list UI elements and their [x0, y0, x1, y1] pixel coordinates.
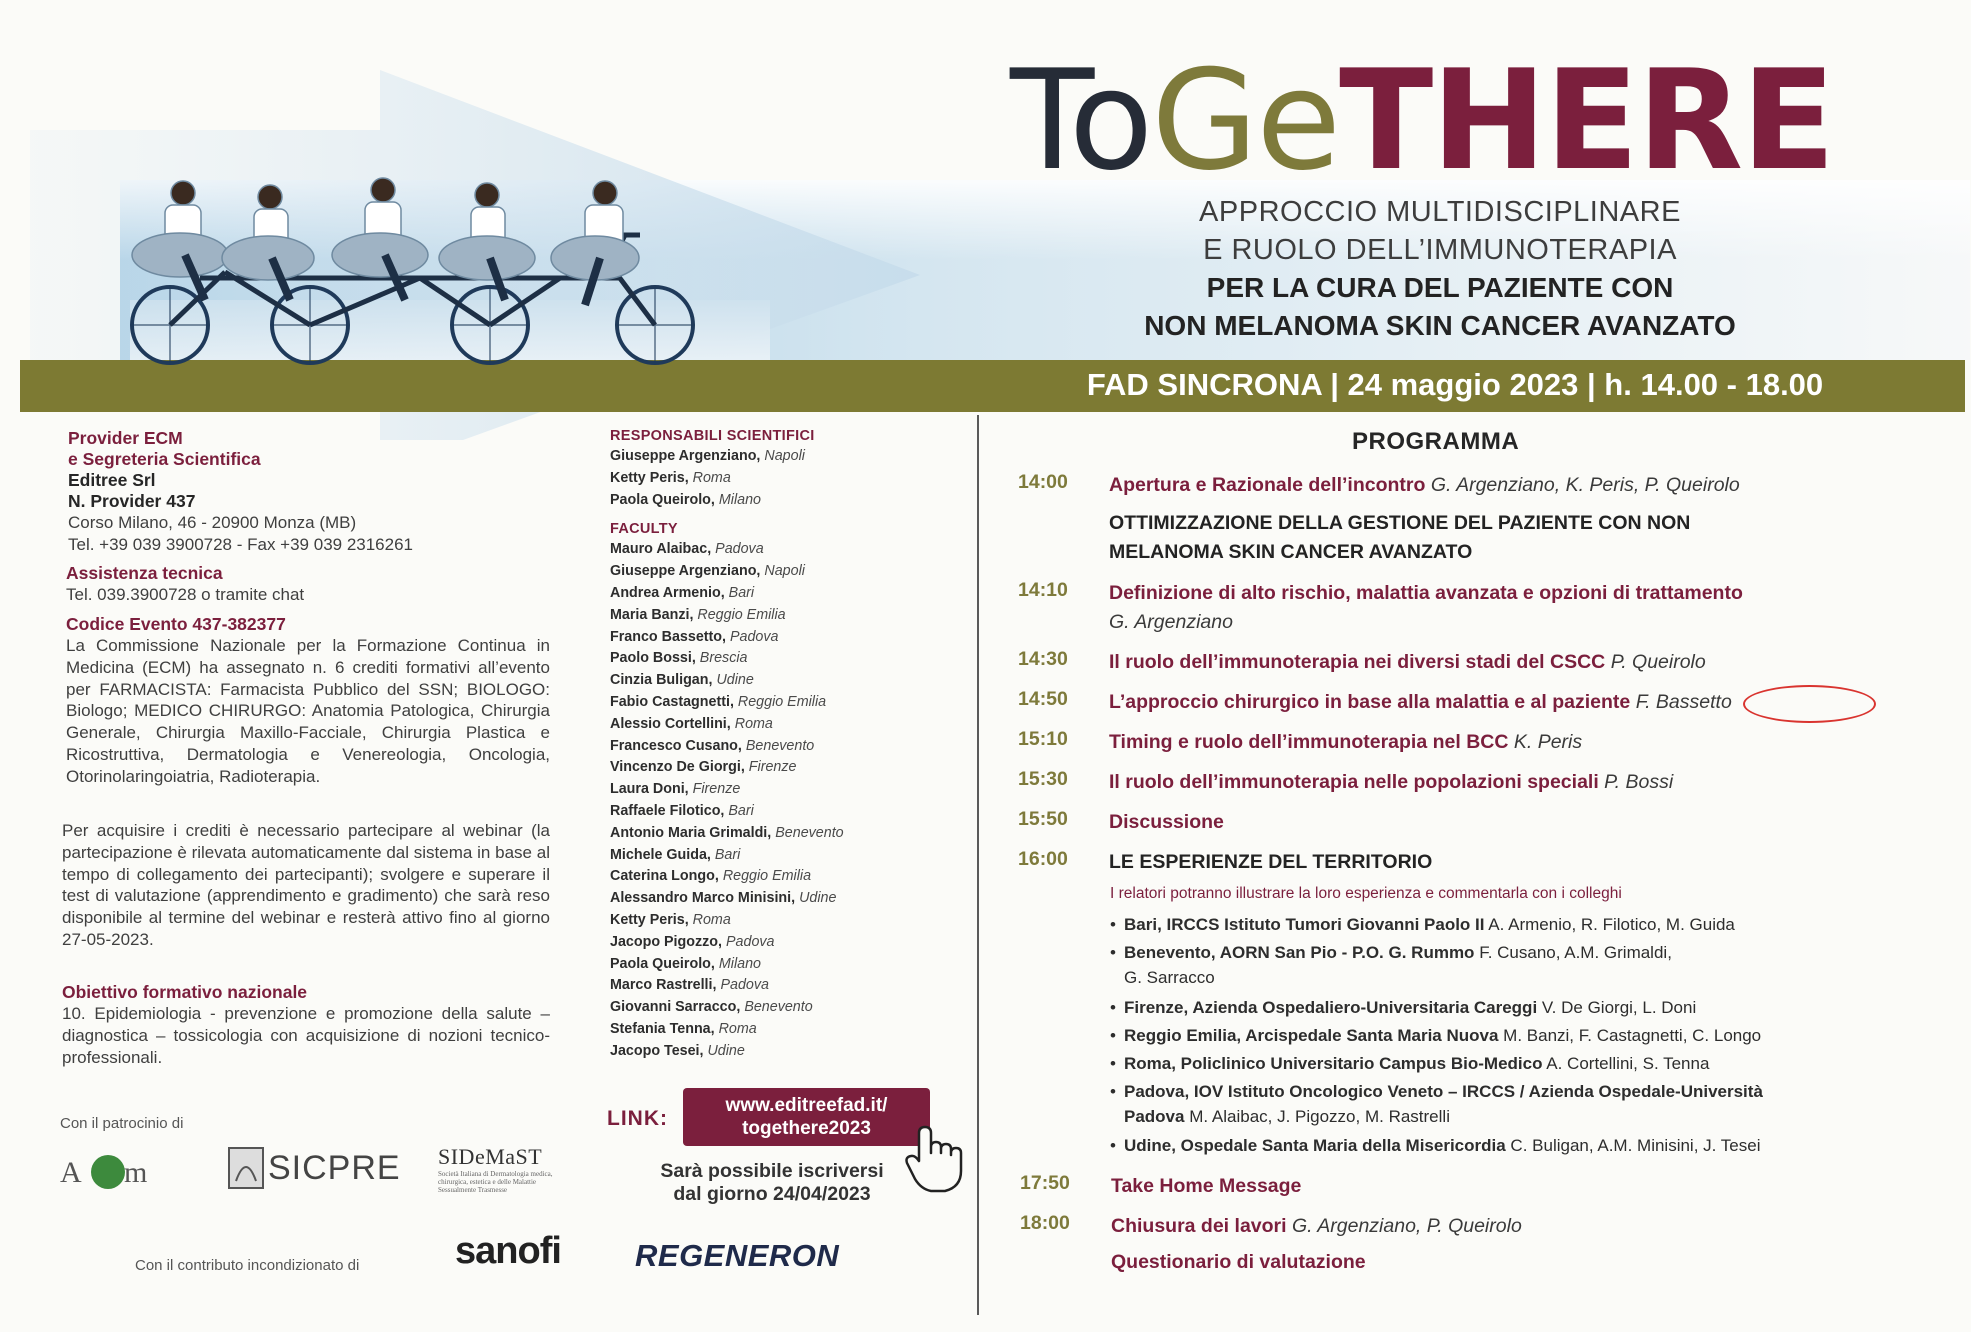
faculty-name: Laura Doni, [610, 781, 689, 798]
faculty-member [610, 605, 950, 627]
faculty-city: Udine [716, 672, 754, 689]
banner [0, 0, 1971, 440]
faculty-heading: FACULTY [610, 521, 678, 538]
territory-item: • Bari, IRCCS Istituto Tumori Giovanni Paolo II A. Armenio, R. Filotico, M. Guida [1110, 915, 1735, 934]
faculty-name: Jacopo Pigozzo, [610, 933, 723, 950]
brand-title-ge: Ge [1151, 40, 1340, 201]
responsabili-heading: RESPONSABILI SCIENTIFICI [610, 428, 815, 444]
faculty-member [610, 692, 950, 714]
faculty-column [610, 426, 950, 1063]
subtitle-line-1: APPROCCIO MULTIDISCIPLINARE [1199, 196, 1681, 228]
faculty-member [610, 801, 950, 823]
program-speaker: F. Bassetto [1635, 691, 1732, 713]
assistenza-section [66, 563, 550, 606]
brand-title-to: To [1010, 40, 1152, 201]
registration-line-2: dal giorno 24/04/2023 [673, 1183, 871, 1205]
faculty-city: Milano [718, 491, 761, 508]
program-speaker: P. Queirolo [1610, 651, 1706, 673]
program-title: Chiusura dei lavori G. Argenziano, P. Queirolo [1111, 1215, 1522, 1237]
registration-link-button[interactable] [683, 1088, 930, 1146]
program-title: Questionario di valutazione [1111, 1251, 1366, 1273]
provider-number: N. Provider 437 [68, 491, 196, 511]
subtitle-line-4: NON MELANOMA SKIN CANCER AVANZATO [1144, 310, 1736, 341]
faculty-city: Roma [718, 1020, 757, 1037]
provider-phones: Tel. +39 039 3900728 - Fax +39 039 2316261 [68, 534, 414, 554]
program-title: Il ruolo dell’immunoterapia nelle popolazioni speciali P. Bossi [1109, 771, 1674, 793]
faculty-city: Brescia [699, 650, 748, 667]
program-time: 15:50 [1018, 808, 1068, 830]
faculty-city: Bari [728, 584, 755, 601]
faculty-name: Giuseppe Argenziano, [610, 563, 761, 580]
faculty-name: Marco Rastrelli, [610, 977, 717, 994]
faculty-member [610, 670, 950, 692]
sicpre-wordmark: SICPRE [268, 1148, 401, 1187]
programma-title: PROGRAMMA [1352, 428, 1520, 455]
faculty-member [610, 1019, 950, 1041]
faculty-name: Stefania Tenna, [610, 1020, 715, 1037]
faculty-name: Fabio Castagnetti, [610, 693, 734, 710]
svg-text:m: m [124, 1156, 148, 1189]
faculty-member [610, 490, 950, 512]
faculty-name: Vincenzo De Giorgi, [610, 759, 745, 776]
faculty-name: Caterina Longo, [610, 868, 719, 885]
faculty-member [610, 757, 950, 779]
territory-item: • Udine, Ospedale Santa Maria della Misericordia C. Buligan, A.M. Minisini, J. Tesei [1110, 1136, 1761, 1155]
faculty-name: Michele Guida, [610, 846, 711, 863]
faculty-member [610, 823, 950, 845]
codice-heading: Codice Evento 437-382377 [66, 614, 286, 634]
faculty-city: Milano [718, 955, 761, 972]
credits-text: Per acquisire i crediti è necessario partecipare al webinar (la partecipazione è rilevata automaticamente dal sistema in base al tempo di collegamento dei partecipanti); svolgere e superare il test di valutazione (apprendimento e gradimento) che sarà reso disponibile al termine del webinar e resterà attivo fino al giorno 27-05-2023. [62, 821, 550, 949]
link-url-line-2: togethere2023 [742, 1118, 871, 1139]
program-time: 14:50 [1018, 688, 1068, 710]
faculty-name: Paola Queirolo, [610, 955, 715, 972]
faculty-city: Bari [714, 846, 741, 863]
faculty-name: Cinzia Buligan, [610, 672, 713, 689]
faculty-city: Padova [715, 541, 764, 558]
faculty-member [610, 648, 950, 670]
program-time: 15:10 [1018, 728, 1068, 750]
program-speaker: K. Peris [1513, 731, 1583, 753]
link-url-line-1: www.editreefad.it/ [725, 1095, 888, 1116]
program-time: 16:00 [1018, 848, 1068, 870]
faculty-name: Francesco Cusano, [610, 737, 742, 754]
faculty-member [610, 975, 950, 997]
registration-line-1: Sarà possibile iscriversi [660, 1160, 884, 1182]
faculty-city: Udine [707, 1042, 745, 1059]
faculty-city: Padova [726, 933, 775, 950]
faculty-city: Firenze [692, 781, 741, 798]
brand-title-there: THERE [1339, 40, 1834, 201]
faculty-city: Benevento [775, 824, 844, 841]
patrocinio-label: Con il patrocinio di [60, 1115, 184, 1132]
assistenza-text: Tel. 039.3900728 o tramite chat [66, 585, 305, 604]
faculty-member [610, 714, 950, 736]
faculty-member [610, 1041, 950, 1063]
obiettivo-heading: Obiettivo formativo nazionale [62, 982, 308, 1002]
faculty-name: Ketty Peris, [610, 911, 689, 928]
aiom-logo [58, 1148, 178, 1198]
faculty-name: Ketty Peris, [610, 469, 689, 486]
faculty-member [610, 779, 950, 801]
program-time: 14:10 [1018, 579, 1068, 601]
faculty-city: Roma [692, 911, 731, 928]
program-title: Take Home Message [1111, 1175, 1302, 1197]
obiettivo-section [62, 982, 550, 1068]
sidemast-logo [438, 1144, 558, 1194]
faculty-name: Mauro Alaibac, [610, 541, 712, 558]
sidemast-subtitle: Società Italiana di Dermatologia medica, chirurgica, estetica e delle Malattie Sessualmente Trasmesse [438, 1170, 553, 1194]
program-speaker: G. Argenziano [1109, 611, 1233, 633]
program-title: Il ruolo dell’immunoterapia nei diversi stadi del CSCC P. Queirolo [1109, 651, 1706, 673]
faculty-name: Maria Banzi, [610, 606, 694, 623]
credits-section [62, 820, 550, 951]
program-title: Apertura e Razionale dell’incontro G. Argenziano, K. Peris, P. Queirolo [1109, 474, 1740, 496]
subtitle-line-3: PER LA CURA DEL PAZIENTE CON [1206, 272, 1674, 303]
faculty-city: Reggio Emilia [737, 693, 827, 710]
provider-address: Corso Milano, 46 - 20900 Monza (MB) [68, 513, 357, 532]
faculty-name: Antonio Maria Grimaldi, [610, 824, 772, 841]
faculty-member [610, 736, 950, 758]
obiettivo-text: 10. Epidemiologia - prevenzione e promozione della salute – diagnostica – tossicologia con acquisizione di nozioni tecnico-professionali. [62, 1004, 550, 1067]
faculty-name: Raffaele Filotico, [610, 802, 725, 819]
assistenza-heading: Assistenza tecnica [66, 563, 223, 583]
program-time: 14:30 [1018, 648, 1068, 670]
faculty-city: Roma [692, 469, 731, 486]
faculty-name: Jacopo Tesei, [610, 1042, 704, 1059]
territory-item: • Roma, Policlinico Universitario Campus Bio-Medico A. Cortellini, S. Tenna [1110, 1054, 1710, 1073]
faculty-list [610, 539, 950, 1062]
faculty-member [610, 446, 950, 468]
contributo-label: Con il contributo incondizionato di [135, 1257, 360, 1274]
faculty-member [610, 627, 950, 649]
brand-title [1010, 40, 1910, 201]
program-title: Discussione [1109, 811, 1224, 833]
faculty-city: Reggio Emilia [697, 606, 786, 623]
program-title: L’approccio chirurgico in base alla malattia e al paziente F. Bassetto [1109, 691, 1732, 713]
faculty-member [610, 910, 950, 932]
faculty-name: Alessandro Marco Minisini, [610, 890, 796, 907]
faculty-member [610, 866, 950, 888]
program-title: Timing e ruolo dell’immunoterapia nel BCC K. Peris [1109, 731, 1583, 753]
faculty-name: Andrea Armenio, [610, 584, 725, 601]
faculty-city: Roma [734, 715, 773, 732]
faculty-name: Giuseppe Argenziano, [610, 448, 761, 464]
codice-text: La Commissione Nazionale per la Formazione Continua in Medicina (ECM) ha assegnato n. 6 crediti formativi all’evento per FARMACISTA: Farmacista Pubblico del SSN; BIOLOGO: Biologo; MEDICO CHIRURGO: Anatomia Patologica, Chirurgia Generale, Chirurgia Maxillo-Facciale, Chirurgia Plastica e Ricostruttiva, Dermatologia e Venereologia, Oncologia, Otorinolaringoiatria, Radioterapia. [66, 636, 550, 786]
territory-item: • Firenze, Azienda Ospedaliero-Universitaria Careggi V. De Giorgi, L. Doni [1110, 998, 1697, 1017]
column-divider [977, 415, 979, 1315]
faculty-city: Bari [728, 802, 754, 819]
program-time: 18:00 [1020, 1212, 1070, 1234]
program-speaker: G. Argenziano, P. Queirolo [1291, 1215, 1522, 1237]
program-speaker: P. Bossi [1604, 771, 1674, 793]
program-title: Definizione di alto rischio, malattia avanzata e opzioni di trattamento G. Argenziano [1109, 582, 1743, 633]
territory-item: • Benevento, AORN San Pio - P.O. G. Rummo F. Cusano, A.M. Grimaldi, G. Sarracco [1110, 943, 1672, 987]
program-section-title: OTTIMIZZAZIONE DELLA GESTIONE DEL PAZIENTE CON NON MELANOMA SKIN CANCER AVANZATO [1109, 512, 1691, 563]
program-time: 15:30 [1018, 768, 1068, 790]
sidemast-wordmark: SIDeMaST [438, 1144, 543, 1169]
svg-text:A: A [60, 1156, 82, 1189]
faculty-member [610, 561, 950, 583]
provider-heading-1: Provider ECM [68, 428, 183, 448]
sicpre-logo [228, 1147, 401, 1189]
faculty-city: Udine [799, 890, 837, 907]
registration-note [622, 1160, 922, 1206]
faculty-city: Benevento [745, 737, 815, 754]
faculty-city: Padova [720, 977, 769, 994]
faculty-member [610, 468, 950, 490]
codice-section [66, 614, 550, 788]
territory-item: • Padova, IOV Istituto Oncologico Veneto – IRCCS / Azienda Ospedale-Università Padova M. Alaibac, J. Pigozzo, M. Rastrelli [1110, 1082, 1763, 1126]
program-time: 14:00 [1018, 471, 1068, 493]
faculty-city: Padova [729, 628, 779, 645]
sanofi-logo: sanofi [455, 1230, 561, 1272]
faculty-name: Paolo Bossi, [610, 650, 696, 667]
event-date-banner: FAD SINCRONA | 24 maggio 2023 | h. 14.00 - 18.00 [1086, 367, 1824, 402]
responsabili-list [610, 446, 950, 511]
provider-section [68, 428, 552, 556]
faculty-member [610, 997, 950, 1019]
program-title: LE ESPERIENZE DEL TERRITORIO [1109, 851, 1433, 873]
program-speaker: G. Argenziano, K. Peris, P. Queirolo [1430, 474, 1740, 496]
faculty-city: Reggio Emilia [722, 868, 812, 885]
provider-heading-2: e Segreteria Scientifica [68, 449, 261, 469]
highlight-circle [1743, 685, 1876, 723]
faculty-city: Napoli [764, 448, 805, 464]
faculty-member [610, 845, 950, 867]
faculty-city: Firenze [748, 759, 797, 776]
faculty-name: Giovanni Sarracco, [610, 999, 741, 1016]
sicpre-emblem-icon [228, 1147, 264, 1189]
regeneron-logo: REGENERON [635, 1238, 840, 1273]
link-label: LINK: [607, 1107, 668, 1130]
faculty-city: Napoli [764, 563, 805, 580]
provider-company: Editree Srl [68, 470, 156, 490]
subtitle-line-2: E RUOLO DELL’IMMUNOTERAPIA [1203, 234, 1677, 266]
faculty-member [610, 888, 950, 910]
faculty-member [610, 954, 950, 976]
territory-item: • Reggio Emilia, Arcispedale Santa Maria Nuova M. Banzi, F. Castagnetti, C. Longo [1110, 1026, 1762, 1045]
faculty-name: Alessio Cortellini, [610, 715, 731, 732]
faculty-city: Benevento [744, 999, 813, 1016]
faculty-member [610, 932, 950, 954]
faculty-member [610, 539, 950, 561]
faculty-name: Franco Bassetto, [610, 628, 726, 645]
faculty-member [610, 583, 950, 605]
territory-note: I relatori potranno illustrare la loro esperienza e commentarla con i colleghi [1110, 885, 1622, 902]
faculty-name: Paola Queirolo, [610, 491, 715, 508]
program-time: 17:50 [1020, 1172, 1070, 1194]
